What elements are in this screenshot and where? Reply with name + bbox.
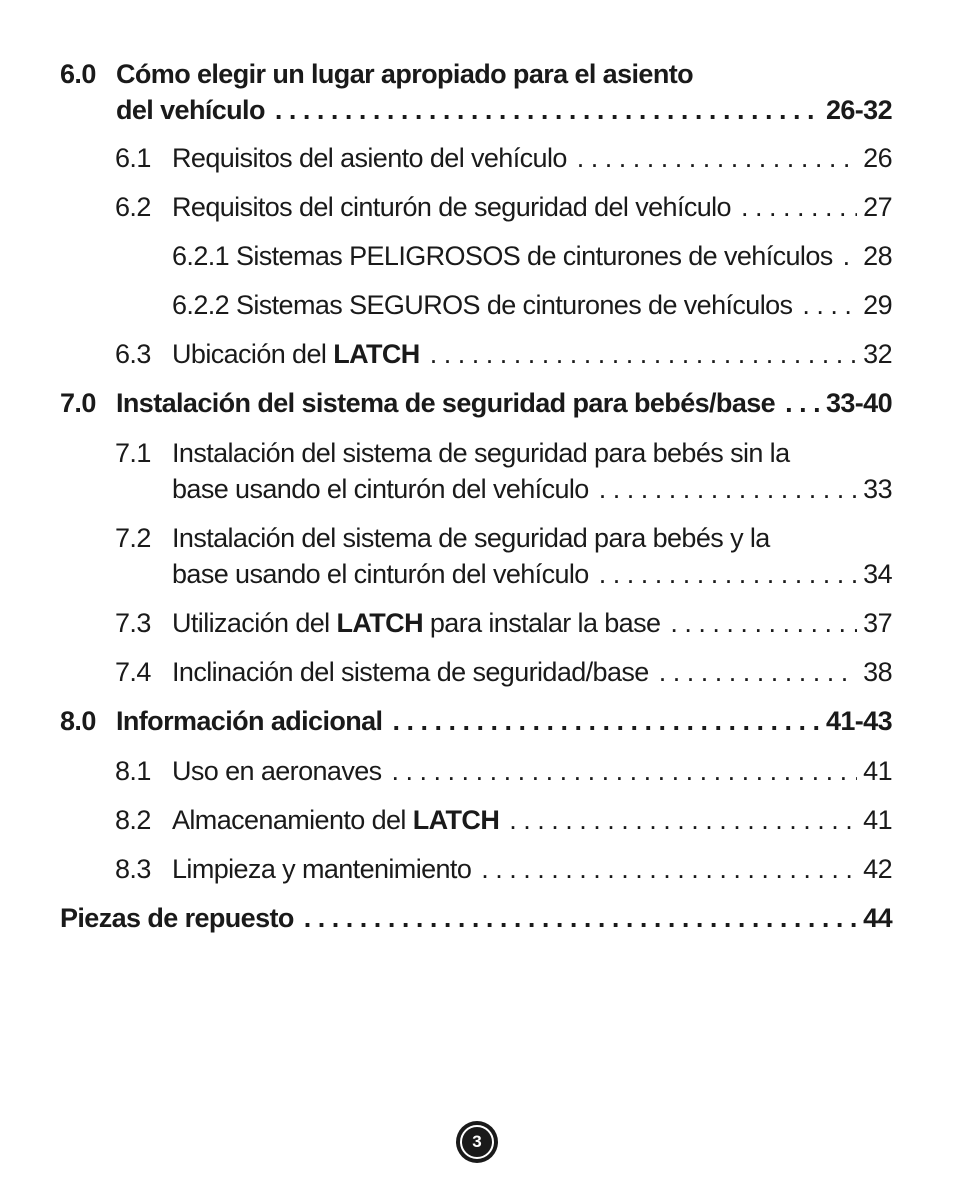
toc-entry-title: Requisitos del asiento del vehículo [172, 143, 567, 173]
dot-leader [509, 802, 857, 838]
toc-section-number: 8.0 [60, 706, 96, 736]
toc-entry-parts[interactable] [60, 900, 892, 936]
toc-page-number: 34 [863, 559, 892, 589]
toc-entry-7-3[interactable] [115, 605, 892, 641]
toc-section-number: 8.1 [115, 756, 151, 786]
toc-entry-title: 6.2.2 Sistemas SEGUROS de cinturones de vehículos [172, 290, 793, 320]
dot-leader [275, 92, 820, 128]
toc-page-number: 33 [863, 474, 892, 504]
toc-entry-title: Requisitos del cinturón de seguridad del vehículo [172, 192, 731, 222]
dot-leader [392, 753, 858, 789]
toc-page-number: 44 [863, 903, 892, 933]
latch-label: LATCH [336, 608, 423, 638]
toc-entry-7-1[interactable] [115, 435, 892, 507]
toc-page-number: 41 [863, 805, 892, 835]
toc-section-number: 7.4 [115, 657, 151, 687]
toc-page-number: 32 [863, 339, 892, 369]
toc-entry-7-4[interactable] [115, 654, 892, 690]
toc-section-number: 7.0 [60, 388, 96, 418]
toc-entry-title: Instalación del sistema de seguridad para bebés y la [172, 523, 770, 553]
dot-leader [577, 140, 857, 176]
page-number: 3 [460, 1125, 494, 1159]
toc-section-number: 6.2 [115, 192, 151, 222]
toc-section-number: 7.3 [115, 608, 151, 638]
toc-entry-title: Cómo elegir un lugar apropiado para el asiento [116, 59, 694, 89]
toc-entry-title: Piezas de repuesto [60, 903, 294, 933]
toc-page-number: 41-43 [825, 706, 892, 736]
toc-entry-8-0[interactable] [60, 703, 892, 739]
toc-section-number: 7.2 [115, 523, 151, 553]
toc-page-number: 26-32 [825, 95, 892, 125]
dot-leader [481, 851, 857, 887]
dot-leader [785, 385, 820, 421]
toc-entry-7-2[interactable] [115, 520, 892, 592]
toc-page-number: 41 [863, 756, 892, 786]
dot-leader [392, 703, 819, 739]
toc-entry-title-cont: del vehículo [116, 95, 265, 125]
toc-entry-8-3[interactable] [115, 851, 892, 887]
toc-entry-title: Almacenamiento del LATCH [172, 805, 500, 835]
toc-page-number: 33-40 [825, 388, 892, 418]
toc-entry-title: Utilización del LATCH para instalar la base [172, 608, 661, 638]
toc-entry-title: Ubicación del LATCH [172, 339, 420, 369]
toc-entry-title: Inclinación del sistema de seguridad/base [172, 657, 649, 687]
toc-entry-7-0[interactable] [60, 385, 892, 421]
toc-entry-6-0[interactable] [60, 56, 892, 128]
toc-entry-title-cont: base usando el cinturón del vehículo [172, 559, 589, 589]
dot-leader [802, 287, 857, 323]
toc-entry-8-2[interactable] [115, 802, 892, 838]
dot-leader [843, 238, 858, 274]
dot-leader [304, 900, 857, 936]
toc-section-number: 6.0 [60, 59, 96, 89]
toc-section-number: 6.1 [115, 143, 151, 173]
dot-leader [670, 605, 857, 641]
toc-entry-title: Limpieza y mantenimiento [172, 854, 472, 884]
dot-leader [741, 189, 857, 225]
toc-page-number: 28 [863, 241, 892, 271]
toc-section-number: 8.3 [115, 854, 151, 884]
toc-entry-title-cont: base usando el cinturón del vehículo [172, 474, 589, 504]
toc-entry-8-1[interactable] [115, 753, 892, 789]
latch-label: LATCH [333, 339, 420, 369]
toc-entry-6-2[interactable] [115, 189, 892, 225]
toc-page-number: 26 [863, 143, 892, 173]
dot-leader [599, 471, 857, 507]
toc-section-number: 7.1 [115, 438, 151, 468]
toc-entry-6-3[interactable] [115, 336, 892, 372]
latch-label: LATCH [412, 805, 500, 835]
dot-leader [430, 336, 857, 372]
toc-page-number: 27 [863, 192, 892, 222]
toc-entry-6-2-2[interactable] [172, 287, 892, 323]
toc-entry-title: Información adicional [116, 706, 383, 736]
toc-entry-title: Instalación del sistema de seguridad para bebés/base [116, 388, 776, 418]
page-number-badge [456, 1121, 498, 1163]
toc-entry-6-2-1[interactable] [172, 238, 892, 274]
toc-page-number: 38 [863, 657, 892, 687]
toc-entry-6-1[interactable] [115, 140, 892, 176]
toc-entry-title: 6.2.1 Sistemas PELIGROSOS de cinturones de vehículos [172, 241, 833, 271]
toc-page-number: 37 [863, 608, 892, 638]
dot-leader [659, 654, 857, 690]
toc-page-number: 29 [863, 290, 892, 320]
toc-entry-title: Instalación del sistema de seguridad para bebés sin la [172, 438, 790, 468]
toc-section-number: 6.3 [115, 339, 151, 369]
toc-entry-title: Uso en aeronaves [172, 756, 382, 786]
dot-leader [599, 556, 857, 592]
toc-section-number: 8.2 [115, 805, 151, 835]
toc-page-number: 42 [863, 854, 892, 884]
